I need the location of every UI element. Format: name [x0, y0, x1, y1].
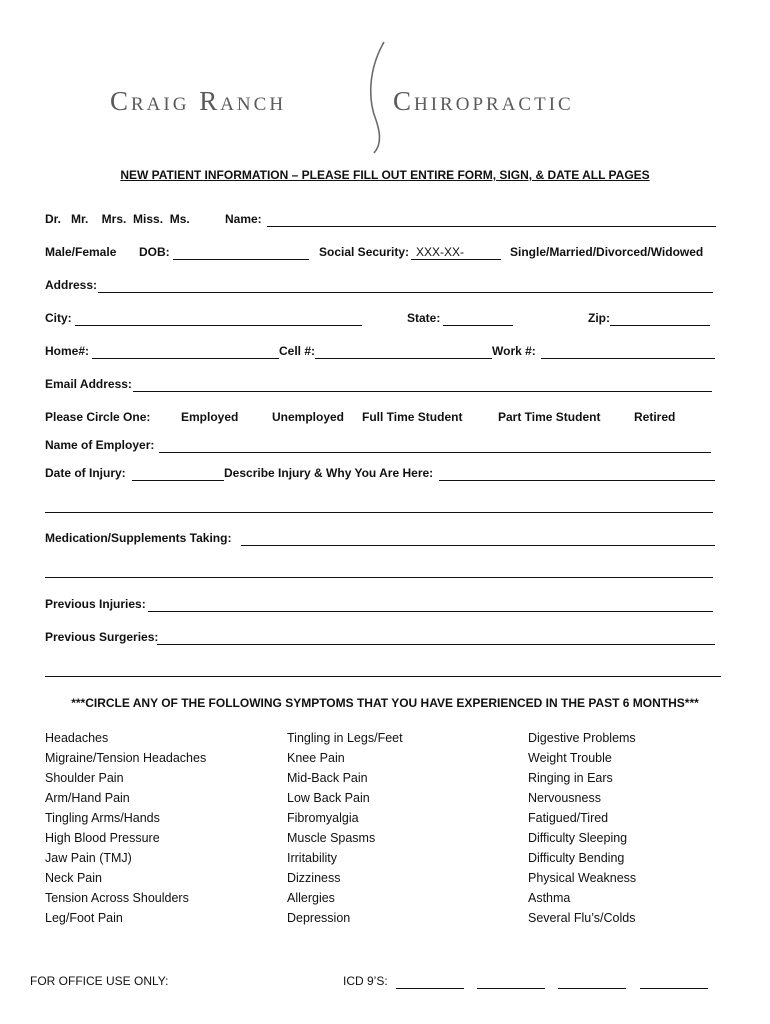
employer-label: Name of Employer:: [45, 438, 155, 452]
city-field[interactable]: [75, 325, 362, 326]
symptom-item[interactable]: Fatigued/Tired: [528, 811, 609, 825]
icd-code-field-2[interactable]: [477, 988, 545, 989]
symptom-item[interactable]: Difficulty Bending: [528, 851, 625, 865]
symptom-item[interactable]: Asthma: [528, 891, 571, 905]
practice-logo: [110, 40, 670, 155]
symptom-item[interactable]: Allergies: [287, 891, 335, 905]
email-label: Email Address:: [45, 377, 132, 391]
city-label: City:: [45, 311, 72, 325]
medication-label: Medication/Supplements Taking:: [45, 531, 232, 545]
office-use-label: FOR OFFICE USE ONLY:: [30, 974, 169, 988]
symptom-item[interactable]: Ringing in Ears: [528, 771, 613, 785]
address-field[interactable]: [98, 292, 713, 293]
symptom-item[interactable]: Neck Pain: [45, 871, 102, 885]
symptoms-column-1: [45, 728, 275, 928]
symptoms-column-2: [287, 728, 517, 928]
phone-row: [45, 344, 717, 362]
employment-row: [45, 410, 717, 428]
ssn-label: Social Security:: [319, 245, 410, 259]
home-phone-label: Home#:: [45, 344, 90, 358]
symptom-item[interactable]: Tingling Arms/Hands: [45, 811, 160, 825]
symptom-item[interactable]: Dizziness: [287, 871, 341, 885]
previous-injuries-field[interactable]: [148, 611, 713, 612]
email-field[interactable]: [133, 391, 712, 392]
injury-date-field[interactable]: [132, 480, 224, 481]
city-state-zip-row: [45, 311, 717, 329]
employment-option-full-time-student[interactable]: Full Time Student: [362, 410, 463, 424]
symptom-item[interactable]: Physical Weakness: [528, 871, 637, 885]
cell-phone-field[interactable]: [315, 358, 492, 359]
previous-injuries-row: [45, 597, 717, 615]
work-phone-field[interactable]: [541, 358, 715, 359]
injury-date-label: Date of Injury:: [45, 466, 126, 480]
previous-surgeries-row: [45, 630, 717, 648]
logo-swoosh-icon: [366, 40, 392, 155]
name-row: [45, 212, 717, 230]
address-label: Address:: [45, 278, 98, 292]
symptom-item[interactable]: Fibromyalgia: [287, 811, 359, 825]
zip-label: Zip:: [588, 311, 610, 325]
injury-description-extra-line[interactable]: [45, 512, 713, 513]
employment-option-unemployed[interactable]: Unemployed: [272, 410, 345, 424]
symptom-item[interactable]: Irritability: [287, 851, 338, 865]
symptom-item[interactable]: Tension Across Shoulders: [45, 891, 189, 905]
name-field[interactable]: [267, 226, 716, 227]
employer-row: [45, 438, 717, 456]
symptom-item[interactable]: Mid-Back Pain: [287, 771, 368, 785]
office-use-footer: [30, 974, 730, 994]
title-options[interactable]: Dr. Mr. Mrs. Miss. Ms.: [45, 212, 190, 226]
previous-surgeries-field[interactable]: [157, 644, 715, 645]
symptom-item[interactable]: Digestive Problems: [528, 731, 636, 745]
previous-injuries-label: Previous Injuries:: [45, 597, 146, 611]
icd-label: ICD 9’S:: [343, 974, 388, 988]
form-title: NEW PATIENT INFORMATION – PLEASE FILL OUT ENTIRE FORM, SIGN, & DATE ALL PAGES: [120, 168, 650, 182]
circle-one-label: Please Circle One:: [45, 410, 151, 424]
employment-option-part-time-student[interactable]: Part Time Student: [498, 410, 601, 424]
symptom-item[interactable]: Knee Pain: [287, 751, 345, 765]
symptom-item[interactable]: Tingling in Legs/Feet: [287, 731, 403, 745]
icd-code-field-4[interactable]: [640, 988, 708, 989]
ssn-value: XXX-XX-: [416, 245, 465, 259]
state-field[interactable]: [443, 325, 513, 326]
address-row: [45, 278, 717, 296]
symptom-item[interactable]: Difficulty Sleeping: [528, 831, 628, 845]
cell-phone-label: Cell #:: [279, 344, 316, 358]
medication-field[interactable]: [241, 545, 715, 546]
symptom-item[interactable]: Depression: [287, 911, 351, 925]
injury-description-label: Describe Injury & Why You Are Here:: [224, 466, 434, 480]
injury-description-field[interactable]: [439, 480, 715, 481]
symptoms-header: ***CIRCLE ANY OF THE FOLLOWING SYMPTOMS THAT YOU HAVE EXPERIENCED IN THE PAST 6 MONTHS***: [71, 696, 699, 710]
symptoms-column-3: [528, 728, 758, 928]
symptom-item[interactable]: Weight Trouble: [528, 751, 612, 765]
symptom-item[interactable]: Arm/Hand Pain: [45, 791, 130, 805]
symptom-item[interactable]: Leg/Foot Pain: [45, 911, 123, 925]
symptom-item[interactable]: Jaw Pain (TMJ): [45, 851, 132, 865]
marital-options[interactable]: Single/Married/Divorced/Widowed: [510, 245, 704, 259]
ssn-field[interactable]: [411, 259, 501, 260]
medication-extra-line[interactable]: [45, 577, 713, 578]
work-phone-label: Work #:: [492, 344, 536, 358]
symptom-item[interactable]: Headaches: [45, 731, 109, 745]
state-label: State:: [407, 311, 441, 325]
icd-code-field-3[interactable]: [558, 988, 626, 989]
employment-option-retired[interactable]: Retired: [634, 410, 676, 424]
employment-option-employed[interactable]: Employed: [181, 410, 239, 424]
previous-surgeries-extra-line[interactable]: [45, 676, 721, 677]
email-row: [45, 377, 717, 395]
gender-options[interactable]: Male/Female: [45, 245, 117, 259]
name-label: Name:: [225, 212, 262, 226]
symptom-item[interactable]: Several Flu’s/Colds: [528, 911, 636, 925]
dob-field[interactable]: [173, 259, 309, 260]
logo-text-right: Chiropractic: [393, 86, 574, 116]
employer-field[interactable]: [159, 452, 711, 453]
symptom-item[interactable]: Low Back Pain: [287, 791, 370, 805]
previous-surgeries-label: Previous Surgeries:: [45, 630, 159, 644]
symptom-item[interactable]: High Blood Pressure: [45, 831, 160, 845]
symptom-item[interactable]: Shoulder Pain: [45, 771, 124, 785]
injury-row: [45, 466, 717, 484]
symptom-item[interactable]: Muscle Spasms: [287, 831, 376, 845]
dob-label: DOB:: [139, 245, 170, 259]
symptom-item[interactable]: Nervousness: [528, 791, 601, 805]
zip-field[interactable]: [610, 325, 710, 326]
medication-row: [45, 531, 717, 549]
icd-code-field-1[interactable]: [396, 988, 464, 989]
demographics-row: [45, 245, 717, 263]
symptom-item[interactable]: Migraine/Tension Headaches: [45, 751, 207, 765]
home-phone-field[interactable]: [92, 358, 279, 359]
logo-text-left: Craig Ranch: [110, 86, 287, 116]
